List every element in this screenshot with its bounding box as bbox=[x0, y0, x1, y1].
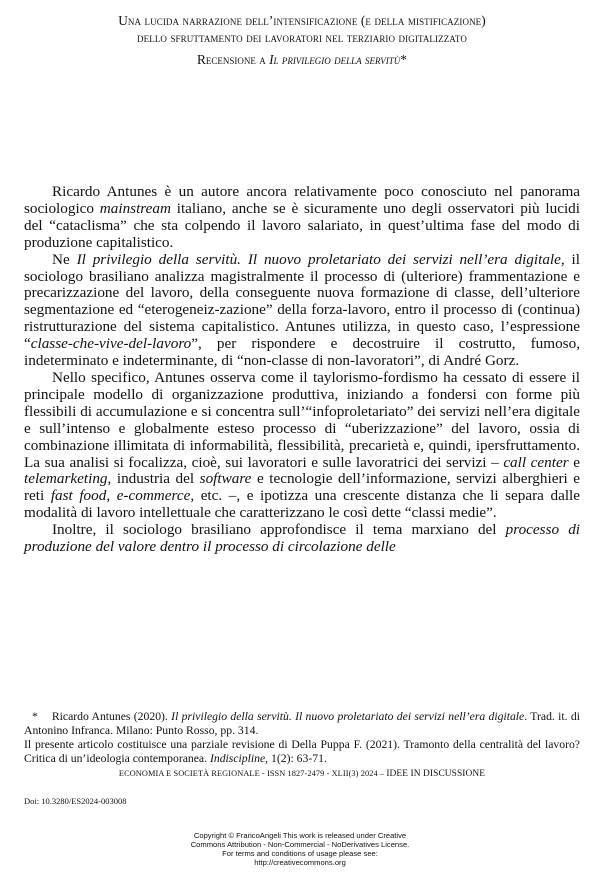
text-run-italic: fast food bbox=[50, 487, 107, 505]
creative-commons-link[interactable]: http://creativecommons.org bbox=[254, 857, 346, 867]
text-run-italic: classe-che-vive-del-lavoro bbox=[30, 335, 192, 353]
footnote-note bbox=[24, 738, 580, 766]
text-run: , il sociologo brasiliano analizza magistralmente il processo di (ulteriore) frammentazione e precarizzazione del lavoro, della conseguente nuova formazione di classe, dell’ulteriore segmentazione ed “eterogeneiz-zazione” della forza-lavoro, entro il processo di (continua) ristrutturazione del sistema capitalistico. Antunes utilizza, in questo caso, l’espressione “ bbox=[24, 250, 580, 353]
subtitle-book-title: Il privilegio della servitù bbox=[269, 52, 401, 67]
footnote bbox=[24, 710, 580, 766]
text-run: Ricardo Antunes è un autore ancora relativamente poco conosciuto nel panorama sociologico bbox=[24, 183, 580, 217]
text-run-italic: Indiscipline bbox=[209, 752, 266, 765]
text-run: , industria del bbox=[107, 470, 200, 488]
text-run-italic: processo di produzione del valore dentro il processo di circolazione delle bbox=[24, 521, 581, 556]
footnote-marker: * bbox=[400, 52, 407, 67]
text-run: e tecnologie dell’informazione, servizi alberghieri e reti bbox=[24, 470, 581, 505]
title-line-2: dello sfruttamento dei lavoratori nel terziario digitalizzato bbox=[137, 30, 467, 45]
text-run-italic: mainstream bbox=[99, 199, 171, 217]
article-title bbox=[24, 12, 580, 46]
paragraph-3 bbox=[24, 370, 580, 522]
journal-running-footer bbox=[24, 769, 580, 779]
journal-section: IDEE IN DISCUSSIONE bbox=[386, 769, 486, 779]
footnote-mark: * bbox=[32, 710, 38, 723]
copyright-line-2: Commons Attribution - Non-Commercial - NoDerivatives License. bbox=[190, 839, 410, 849]
text-run: Inoltre, il sociologo brasiliano approfondisce il tema marxiano del bbox=[52, 521, 506, 539]
text-run-italic: call center bbox=[503, 453, 569, 471]
text-run: . Trad. it. di Antonino Infranca. Milano: Punto Rosso, pp. 314. bbox=[24, 710, 580, 737]
title-line-1: Una lucida narrazione dell’intensificazione (e della mistificazione) bbox=[118, 13, 486, 28]
text-run-italic: telemarketing bbox=[24, 470, 108, 488]
text-run: Ne bbox=[52, 250, 77, 268]
text-run: Nello specifico, Antunes osserva come il taylorismo-fordismo ha cessato di essere il principale modello di organizzazione produttiva, iniziando a fondersi con forme più flessibili di accumulazione e si concentra sull’“infoproletariato” dei servizi nell’era digitale e sull’intenso e globalmente esteso processo di “uberizzazione” del lavoro, ossia di combinazione illimitata di informabilità, flessibilità, precarietà e, quindi, ipersfruttamento. La sua analisi si focalizza, cioè, sui lavoratori e sulle lavoratrici dei servizi – bbox=[24, 368, 580, 471]
text-run: italiano, anche se è sicuramente uno degli osservatori più lucidi del “cataclisma” che sta colpendo il lavoro salariato, in quest’ultima fase del modo di produzione capitalistico. bbox=[24, 199, 580, 251]
text-run-italic: e-commerce bbox=[116, 487, 191, 505]
subtitle-prefix: Recensione a bbox=[197, 52, 270, 67]
text-run: , etc. –, e ipotizza una crescente distanza che li separa dalle modalità di lavoro intellettuale che caratterizzano le così dette “classi medie”. bbox=[24, 487, 580, 522]
text-run-italic: Il privilegio della servitù. Il nuovo proletariato dei servizi nell’era digitale bbox=[76, 250, 561, 268]
text-run-italic: Il privilegio della servitù. Il nuovo proletariato dei servizi nell’era digitale bbox=[171, 710, 525, 723]
copyright-line-1: Copyright © FrancoAngeli This work is released under Creative bbox=[193, 831, 407, 840]
text-run-italic: software bbox=[199, 470, 252, 488]
copyright-notice bbox=[120, 832, 480, 868]
text-run: , 1(2): 63-71. bbox=[265, 752, 327, 765]
text-run: Il presente articolo costituisce una parziale revisione di Della Puppa F. (2021). Tramonto della centralità del lavoro? Critica di un’ideologia contemporanea. bbox=[24, 738, 580, 765]
paragraph-2 bbox=[24, 252, 580, 370]
footnote-citation bbox=[24, 710, 580, 738]
text-run: ”, per rispondere e decostruire il costrutto, fumoso, indeterminato e indeterminante, di “non-classe di non-lavoratori”, di André Gorz. bbox=[24, 335, 580, 370]
text-run: , bbox=[106, 487, 117, 505]
journal-issn: ECONOMIA E SOCIETÀ REGIONALE - ISSN 1827-2479 - XLII(3) 2024 – bbox=[118, 769, 387, 778]
text-run: Ricardo Antunes (2020). bbox=[51, 710, 172, 723]
article-subtitle bbox=[24, 51, 580, 68]
copyright-line-3: For terms and conditions of usage please see: bbox=[222, 848, 378, 858]
text-run: e bbox=[568, 453, 580, 471]
paragraph-4 bbox=[24, 522, 580, 556]
doi: Doi: 10.3280/ES2024-003008 bbox=[24, 796, 127, 806]
article-body bbox=[24, 184, 580, 556]
paragraph-1 bbox=[24, 184, 580, 252]
